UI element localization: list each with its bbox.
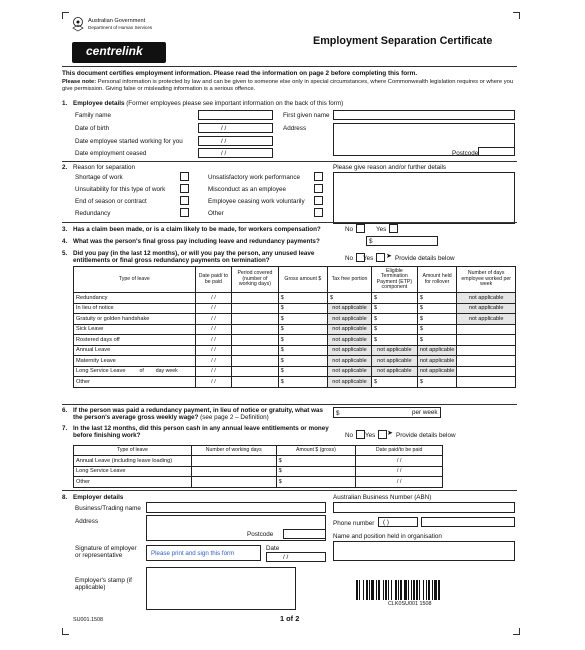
barcode-bar — [378, 580, 380, 600]
th7-amt: Amount $ (gross) — [276, 446, 356, 456]
leave-row — [74, 366, 516, 377]
barcode-bar — [369, 580, 370, 600]
barcode-bar — [363, 580, 364, 600]
s3-no-label: No — [345, 226, 354, 233]
reason-unsatisfactory-checkbox[interactable] — [314, 172, 323, 181]
employer-postcode-label: Postcode — [247, 531, 274, 538]
leave-period-cell[interactable] — [232, 345, 278, 356]
leave-table — [73, 266, 516, 388]
barcode-image — [356, 580, 466, 600]
leave-date-cell[interactable]: / / — [195, 366, 232, 377]
th-type: Type of leave — [74, 267, 196, 293]
s3-yes-label: Yes — [376, 226, 387, 233]
gov-line2: Department of Human Services — [88, 25, 153, 30]
s1-title-suffix: (Former employees please see important information on the back of this form) — [126, 100, 344, 107]
s1-title: Employee details — [73, 100, 125, 107]
ceased-sep: / / — [221, 150, 227, 157]
reason-unsuitable-label: Unsuitability for this type of work — [75, 186, 166, 193]
leave-row — [74, 377, 516, 388]
s5-arrow-icon: ➤ — [386, 253, 392, 260]
cashin-days-cell[interactable] — [191, 466, 276, 477]
th7-type: Type of leave — [74, 446, 192, 456]
leave-gross-cell[interactable]: $ — [278, 335, 327, 346]
leave-type-label: Annual Leave — [76, 347, 111, 354]
leave-date-cell[interactable]: / / — [195, 377, 232, 388]
th-taxfree: Tax free portion — [328, 267, 372, 293]
leave-days-cell[interactable] — [457, 324, 516, 335]
footer-code: SU001.1508 — [73, 617, 103, 623]
leave-etp-cell[interactable]: $ — [371, 314, 417, 325]
s2-num: 2. — [62, 164, 68, 171]
leave-row — [74, 303, 516, 314]
s6-dollar: $ — [336, 410, 340, 417]
s7-arrow-icon: ➤ — [387, 430, 393, 437]
leave-etp-cell[interactable]: $ — [371, 293, 417, 304]
leave-date-cell[interactable]: / / — [195, 314, 232, 325]
leave-taxfree-cell: not applicable — [328, 335, 372, 346]
leave-type-cell — [74, 303, 196, 314]
leave-days-cell[interactable] — [457, 366, 516, 377]
reason-redundancy-label: Redundancy — [75, 210, 111, 217]
leave-etp-cell: not applicable — [371, 356, 417, 367]
leave-period-cell[interactable] — [232, 314, 278, 325]
s3-no-checkbox[interactable] — [356, 224, 365, 233]
date-started-label: Date employee started working for you — [75, 138, 183, 145]
postcode-field[interactable] — [478, 147, 515, 156]
phone-label: Phone number — [333, 520, 375, 527]
dob-label: Date of birth — [75, 125, 110, 132]
signature-date-field[interactable] — [266, 552, 326, 562]
leave-taxfree-cell: not applicable — [328, 366, 372, 377]
barcode-bar — [428, 580, 430, 600]
barcode-text: CLK0SU001 1508 — [388, 601, 432, 607]
family-name-field[interactable] — [198, 110, 273, 120]
th-days: Number of days employee worked per week — [457, 267, 516, 293]
leave-rollover-cell[interactable]: $ — [417, 314, 457, 325]
barcode-bar — [388, 580, 389, 600]
corner-mark-bottom-left — [62, 628, 69, 635]
leave-type-cell — [74, 356, 196, 367]
leave-row — [74, 314, 516, 325]
reason-misconduct-label: Misconduct as an employee — [208, 186, 287, 193]
reason-redundancy-checkbox[interactable] — [180, 208, 189, 217]
leave-period-cell[interactable] — [232, 293, 278, 304]
reason-shortage-checkbox[interactable] — [180, 172, 189, 181]
barcode-bar — [400, 580, 402, 600]
leave-gross-cell[interactable]: $ — [278, 324, 327, 335]
s6-wage-field[interactable] — [333, 407, 441, 418]
barcode-bar — [416, 580, 418, 600]
s1-heading — [73, 100, 513, 107]
reason-misconduct-checkbox[interactable] — [314, 184, 323, 193]
first-given-name-label: First given name — [283, 112, 330, 119]
cashin-date-cell[interactable]: / / — [356, 466, 443, 477]
leave-rollover-cell[interactable]: $ — [417, 293, 457, 304]
footer-page: 1 of 2 — [280, 614, 300, 623]
corner-mark-top-right — [513, 12, 520, 19]
leave-type-cell — [74, 314, 196, 325]
leave-days-cell[interactable] — [457, 377, 516, 388]
leave-date-cell[interactable]: / / — [195, 345, 232, 356]
leave-gross-cell[interactable]: $ — [278, 303, 327, 314]
s3-text: Has a claim been made, or is a claim likely to be made, for workers compensation? — [73, 226, 321, 233]
leave-etp-cell: not applicable — [371, 345, 417, 356]
employer-address-label: Address — [75, 518, 99, 525]
divider-5 — [62, 404, 517, 405]
s4-num: 4. — [62, 238, 68, 245]
barcode-bar — [419, 580, 420, 600]
leave-period-cell[interactable] — [232, 356, 278, 367]
s7-no-label: No — [345, 432, 354, 439]
barcode-bar — [395, 580, 397, 600]
leave-period-cell[interactable] — [232, 366, 278, 377]
signature-field[interactable] — [146, 545, 261, 561]
abn-label: Australian Business Number (ABN) — [333, 494, 432, 501]
s2-details-field[interactable] — [333, 172, 515, 224]
leave-period-cell[interactable] — [232, 324, 278, 335]
employer-postcode-field[interactable] — [283, 529, 326, 539]
leave-row — [74, 335, 516, 346]
business-name-field[interactable] — [146, 502, 326, 513]
barcode-bar — [404, 580, 407, 600]
cashin-type-cell: Annual Leave (including leave loading) — [74, 456, 192, 467]
leave-type-cell — [74, 377, 196, 388]
leave-taxfree-cell: not applicable — [328, 303, 372, 314]
cashin-amount-cell[interactable]: $ — [276, 456, 356, 467]
gov-line1: Australian Government — [88, 18, 146, 24]
postcode-label: Postcode — [452, 150, 479, 157]
s5-no-label: No — [345, 255, 354, 262]
cashin-type-cell: Other — [74, 477, 192, 488]
intro-note — [62, 79, 517, 92]
signature-label: Signature of employer or representative — [75, 545, 137, 560]
th7-date: Date paid/to be paid — [356, 446, 443, 456]
leave-etp-cell[interactable]: $ — [371, 335, 417, 346]
leave-type-cell — [74, 366, 196, 377]
leave-rollover-cell: not applicable — [417, 366, 457, 377]
divider-7 — [62, 490, 517, 491]
header-divider — [62, 66, 517, 67]
centrelink-logo — [72, 42, 166, 63]
government-crest-icon — [71, 16, 85, 32]
s7-yes-label: Yes — [365, 432, 376, 439]
barcode-bar — [371, 580, 374, 600]
corner-mark-top-left — [62, 12, 69, 19]
leave-rollover-cell[interactable]: $ — [417, 335, 457, 346]
stamp-label: Employer's stamp (if applicable) — [75, 577, 132, 592]
cashin-row — [74, 477, 443, 488]
leave-type-cell — [74, 345, 196, 356]
barcode-bar — [434, 580, 437, 600]
leave-gross-cell[interactable]: $ — [278, 345, 327, 356]
leave-taxfree-cell: not applicable — [328, 356, 372, 367]
barcode-bar — [356, 580, 358, 600]
leave-days-cell[interactable] — [457, 356, 516, 367]
cashin-type-cell: Long Service Leave — [74, 466, 192, 477]
leave-taxfree-cell: not applicable — [328, 345, 372, 356]
stamp-field[interactable] — [146, 567, 296, 610]
s3-num: 3. — [62, 226, 68, 233]
note-text: Personal information is protected by law and can be given to someone else only in special circumstances, where Commonwealth legislation requires or where you give permission. Giving false or misleading information is a serious offence. — [62, 79, 514, 92]
phone-field[interactable] — [378, 517, 418, 527]
leave-type-label: Long Service Leave — [76, 367, 126, 374]
date-label: Date — [266, 545, 280, 552]
barcode-bar — [366, 580, 368, 600]
s4-dollar: $ — [369, 238, 373, 245]
barcode-bar — [385, 580, 387, 600]
leave-etp-cell[interactable]: $ — [371, 377, 417, 388]
leave-row — [74, 324, 516, 335]
cashin-row — [74, 456, 443, 467]
s3-yes-checkbox[interactable] — [389, 224, 398, 233]
phone-number-field[interactable] — [421, 517, 515, 527]
leave-gross-cell[interactable]: $ — [278, 377, 327, 388]
barcode-bar — [376, 580, 377, 600]
s5-text: Did you pay (in the last 12 months), or will you pay the person, any unused leave entitlements or final gross redundancy payments on termination? — [73, 250, 315, 265]
s6-per-week: per week — [412, 409, 438, 416]
leave-gross-cell[interactable]: $ — [278, 366, 327, 377]
leave-type-label: Other — [76, 378, 90, 385]
th7-days: Number of working days — [191, 446, 276, 456]
leave-rollover-cell: not applicable — [417, 356, 457, 367]
leave-taxfree-cell: not applicable — [328, 324, 372, 335]
s5-yes-checkbox[interactable] — [376, 253, 385, 262]
family-name-label: Family name — [75, 112, 112, 119]
leave-date-cell[interactable]: / / — [195, 293, 232, 304]
sign-placeholder: Please print and sign this form — [151, 550, 235, 557]
barcode-bar — [398, 580, 399, 600]
cashin-days-cell[interactable] — [191, 456, 276, 467]
leave-date-cell[interactable]: / / — [195, 356, 232, 367]
form-title: Employment Separation Certificate — [313, 35, 493, 47]
barcode-bar — [426, 580, 427, 600]
business-name-label: Business/Trading name — [75, 505, 141, 512]
leave-taxfree-cell[interactable]: $ — [328, 293, 372, 304]
lsl-dayweek-label: day week — [155, 367, 178, 374]
reason-voluntary-checkbox[interactable] — [314, 196, 323, 205]
reason-unsuitable-checkbox[interactable] — [180, 184, 189, 193]
sign-date-sep: / / — [283, 554, 289, 561]
th-gross: Gross amount $ — [278, 267, 327, 293]
leave-days-cell[interactable] — [457, 335, 516, 346]
leave-row — [74, 293, 516, 304]
leave-taxfree-cell: not applicable — [328, 314, 372, 325]
s6-text-wrap — [73, 407, 333, 421]
s2-title: Reason for separation — [73, 164, 135, 171]
s4-text: What was the person's final gross pay including leave and redundancy payments? — [73, 238, 320, 245]
s7-text: In the last 12 months, did this person cash in any annual leave entitlements or money before finishing work? — [73, 425, 329, 440]
cashin-date-cell[interactable]: / / — [356, 477, 443, 488]
reason-end-season-label: End of season or contract — [75, 198, 147, 205]
date-ceased-label: Date employment ceased — [75, 150, 147, 157]
leave-type-label: In lieu of notice — [76, 305, 114, 312]
s6-page-ref: (see page 2 – Definition) — [200, 414, 269, 422]
s2-right-label: Please give reason and/or further details — [333, 164, 447, 171]
leave-gross-cell[interactable]: $ — [278, 356, 327, 367]
leave-days-cell[interactable] — [457, 345, 516, 356]
dob-sep: / / — [221, 125, 227, 132]
reason-unsatisfactory-label: Unsatisfactory work performance — [208, 174, 301, 181]
th-etp: Eligible Termination Payment (ETP) component — [371, 267, 417, 293]
barcode-bar — [438, 580, 440, 600]
leave-days-cell: not applicable — [457, 314, 516, 325]
leave-days-cell: not applicable — [457, 293, 516, 304]
name-position-label: Name and position held in organisation — [333, 533, 442, 540]
leave-type-label: Redundancy — [76, 294, 108, 301]
s7-num: 7. — [62, 425, 68, 432]
phone-paren: ( ) — [383, 519, 389, 526]
s4-final-pay-field[interactable] — [366, 236, 438, 246]
corner-mark-bottom-right — [513, 628, 520, 635]
leave-etp-cell[interactable]: $ — [371, 324, 417, 335]
leave-row — [74, 356, 516, 367]
s5-num: 5. — [62, 250, 68, 257]
started-sep: / / — [221, 138, 227, 145]
barcode-bar — [359, 580, 360, 600]
first-given-name-field[interactable] — [333, 110, 515, 120]
barcode-bar — [383, 580, 384, 600]
reason-shortage-label: Shortage of work — [75, 174, 123, 181]
th-rollover: Amount held for rollover — [417, 267, 457, 293]
leave-rollover-cell[interactable]: $ — [417, 324, 457, 335]
abn-field[interactable] — [333, 502, 515, 513]
leave-rollover-cell: not applicable — [417, 345, 457, 356]
leave-type-cell — [74, 324, 196, 335]
s6-text: If the person was paid a redundancy payment, in lieu of notice or gratuity, what was the person's average gross weekly wage? — [73, 407, 324, 422]
leave-gross-cell[interactable]: $ — [278, 293, 327, 304]
leave-period-cell[interactable] — [232, 335, 278, 346]
reason-other-label: Other — [208, 210, 224, 217]
th-period: Period covered (number of working days) — [232, 267, 278, 293]
leave-taxfree-cell: not applicable — [328, 377, 372, 388]
cashin-days-cell[interactable] — [191, 477, 276, 488]
cashin-row — [74, 466, 443, 477]
cashin-table — [73, 445, 443, 488]
s8-num: 8. — [62, 494, 68, 501]
s7-yes-checkbox[interactable] — [378, 430, 387, 439]
date-started-field[interactable] — [198, 136, 273, 146]
th-date: Date paid/ to be paid — [195, 267, 232, 293]
name-position-field[interactable] — [333, 541, 515, 561]
cashin-amount-cell[interactable]: $ — [276, 477, 356, 488]
leave-type-label: Sick Leave — [76, 326, 104, 333]
barcode-bar — [408, 580, 409, 600]
barcode-bar — [411, 580, 412, 600]
leave-rollover-cell[interactable]: $ — [417, 303, 457, 314]
barcode-bar — [423, 580, 424, 600]
address-label: Address — [283, 125, 307, 132]
leave-row — [74, 345, 516, 356]
leave-date-cell[interactable]: / / — [195, 335, 232, 346]
s5-provide: Provide details below — [395, 255, 455, 262]
divider-2 — [62, 222, 517, 223]
reason-other-checkbox[interactable] — [314, 208, 323, 217]
leave-etp-cell: not applicable — [371, 366, 417, 377]
leave-etp-cell[interactable]: $ — [371, 303, 417, 314]
leave-rollover-cell[interactable]: $ — [417, 377, 457, 388]
leave-type-cell — [74, 293, 196, 304]
date-ceased-field[interactable] — [198, 148, 273, 158]
leave-period-cell[interactable] — [232, 303, 278, 314]
s7-no-checkbox[interactable] — [356, 430, 365, 439]
barcode-bar — [413, 580, 415, 600]
dob-field[interactable] — [198, 123, 273, 133]
leave-gross-cell[interactable]: $ — [278, 314, 327, 325]
intro-main: This document certifies employment information. Please read the information on page 2 before completing this form. — [62, 70, 418, 77]
leave-type-label: Maternity Leave — [76, 357, 116, 364]
leave-days-cell: not applicable — [457, 303, 516, 314]
reason-end-season-checkbox[interactable] — [180, 196, 189, 205]
cashin-amount-cell[interactable]: $ — [276, 466, 356, 477]
reason-voluntary-label: Employee ceasing work voluntarily — [208, 198, 305, 205]
leave-period-cell[interactable] — [232, 377, 278, 388]
divider-1 — [62, 161, 517, 162]
leave-date-cell[interactable]: / / — [195, 303, 232, 314]
s8-title: Employer details — [73, 494, 124, 501]
barcode-bar — [391, 580, 392, 600]
leave-type-label: Gratuity or golden handshake — [76, 315, 150, 322]
s6-num: 6. — [62, 407, 68, 414]
note-label: Please note: — [62, 79, 97, 85]
lsl-of-label: of — [139, 367, 144, 374]
s5-yes-label: Yes — [363, 255, 374, 262]
leave-type-cell — [74, 335, 196, 346]
s1-num: 1. — [62, 100, 68, 107]
leave-type-label: Rostered days off — [76, 336, 120, 343]
s7-provide: Provide details below — [396, 432, 456, 439]
cashin-date-cell[interactable]: / / — [356, 456, 443, 467]
barcode-bar — [432, 580, 433, 600]
brand-text: centrelink — [86, 44, 143, 58]
leave-date-cell[interactable]: / / — [195, 324, 232, 335]
